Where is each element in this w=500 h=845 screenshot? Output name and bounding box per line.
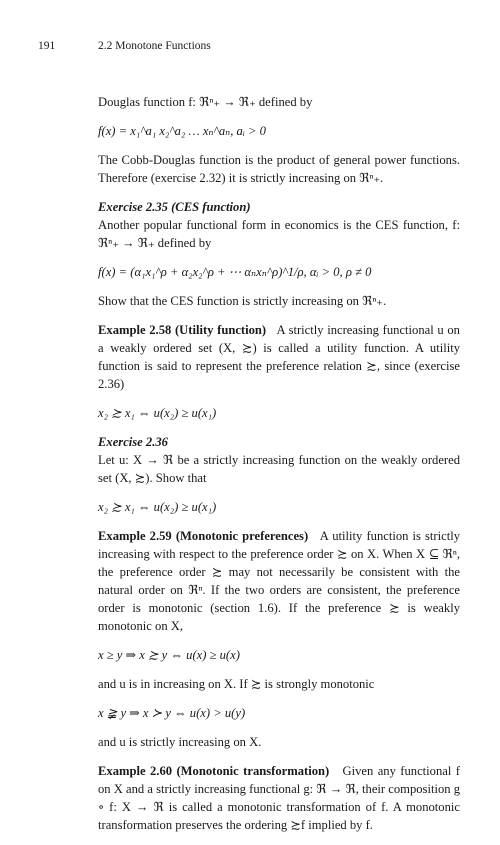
equation-exercise-2-36: x₂ ≿ x₁ ⇔ u(x₂) ≥ u(x₁): [98, 500, 217, 514]
example-2-58: [98, 321, 460, 393]
paragraph-ces-show: Show that the CES function is strictly increasing on ℜⁿ₊.: [98, 294, 387, 308]
equation-weakly-monotonic: x ≥ y ⇒ x ≿ y ⇔ u(x) ≥ u(x): [98, 648, 240, 662]
paragraph-strictly-increasing: and u is strictly increasing on X.: [98, 735, 262, 749]
equation-strongly-monotonic: x ≩ y ⇒ x ≻ y ⇔ u(x) > u(y): [98, 706, 246, 720]
equation-ces: f(x) = (α₁x₁^ρ + α₂x₂^ρ + ⋯ αₙxₙ^ρ)^1/ρ, αᵢ > 0, ρ ≠ 0: [98, 265, 372, 279]
exercise-2-35-title: Exercise 2.35 (CES function): [98, 200, 251, 214]
example-2-60: [98, 762, 460, 834]
page-body: [98, 93, 460, 845]
exercise-2-36-text: Let u: X → ℜ be a strictly increasing function on the weakly ordered set (X, ≿). Show that: [98, 453, 460, 485]
example-2-60-text: Given any functional f on X and a strictly increasing functional g: ℜ → ℜ, their composition g ∘ f: X → ℜ is called a monotonic transformation of f. A monotonic transformation preserves the ordering ≿f implied by f.: [98, 764, 460, 832]
running-title: 2.2 Monotone Functions: [98, 40, 211, 52]
example-2-58-text: A strictly increasing functional u on a weakly ordered set (X, ≿) is called a utility function. A utility function is said to represent the preference relation ≿, since (exercise 2.36): [98, 323, 460, 391]
exercise-2-36-title: Exercise 2.36: [98, 435, 168, 449]
example-2-60-label: Example 2.60 (Monotonic transformation): [98, 764, 330, 778]
paragraph-cobb-douglas-increasing: The Cobb-Douglas function is the product of general power functions. Therefore (exercise 2.32) it is strictly increasing on ℜⁿ₊.: [98, 153, 460, 185]
example-2-59: [98, 527, 460, 635]
running-header: [38, 40, 462, 52]
equation-utility-represent: x₂ ≿ x₁ ⇔ u(x₂) ≥ u(x₁): [98, 406, 217, 420]
example-2-59-text: A utility function is strictly increasing with respect to the preference order ≿ on X. When X ⊆ ℜⁿ, the preference order ≿ may not necessarily be consistent with the natural order on ℜⁿ. If the two orders are consistent, the preference order is monotonic (section 1.6). If the preference ≿ is weakly monotonic on X,: [98, 529, 460, 633]
equation-cobb-douglas: f(x) = x₁^a₁ x₂^a₂ … xₙ^aₙ, aᵢ > 0: [98, 124, 266, 138]
paragraph-increasing: and u is in increasing on X. If ≿ is strongly monotonic: [98, 677, 375, 691]
page-number: 191: [38, 40, 56, 52]
example-2-59-label: Example 2.59 (Monotonic preferences): [98, 529, 309, 543]
example-2-58-label: Example 2.58 (Utility function): [98, 323, 267, 337]
paragraph-cobb-douglas-intro: Douglas function f: ℜⁿ₊ → ℜ₊ defined by: [98, 95, 313, 109]
exercise-2-35-text: Another popular functional form in economics is the CES function, f: ℜⁿ₊ → ℜ₊ defined by: [98, 218, 460, 250]
